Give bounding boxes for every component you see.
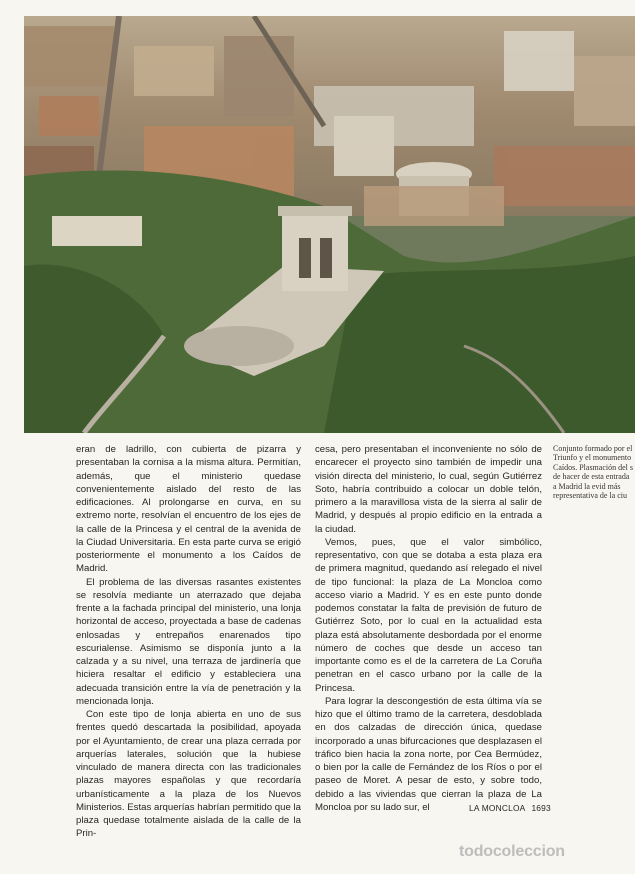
triumphal-arch — [278, 206, 352, 291]
paragraph: Vemos, pues, que el valor simbólico, representativo, con que se dotaba a esta plaza era de primera magnitud, quedando así relegado el nivel de tipo funcional: la plaza de La Moncloa como acceso viario a Madrid. Y es en este punto donde podemos constatar la falta de previsión de futuro de Gutiérrez Soto, por lo cual en la actualidad esta plaza está absolutamente desbordada por el enorme número de coches que desde un acceso tan importante como es el de la carretera de La Coruña penetran en el casco urbano por la calle de la Princesa. — [315, 536, 542, 694]
paragraph: El problema de las diversas rasantes existentes se resolvía mediante un aterrazado que dejaba frente a la fachada principal del ministerio, una lonja horizontal de acceso, proyectada a base de cadenas enlosadas y entrepaños enarenados tipo escurialense. Asimismo se disponía junto a la calzada y a su nivel, una terraza de jardinería que hiciera resaltar el edificio y estableciera una adecuada transición entre la vía de penetración y la mencionada lonja. — [76, 576, 301, 707]
watermark: todocoleccion — [459, 843, 565, 860]
paragraph: Para lograr la descongestión de esta última vía se hizo que el último tramo de la carretera, desdoblada en dos calzadas de dirección única, quedase incorporado a unas bifurcaciones que desplazasen el tráfico bien hacia la zona norte, por Cea Bermúdez, o bien por la calle de Fernández de los Ríos o por el paseo de Moret. A pesar de esto, y sobre todo, debido a las viviendas que cierran la plaza de La Moncloa por su lado sur, el — [315, 695, 542, 813]
page-number: 1693 — [531, 803, 551, 813]
page-footer — [469, 803, 551, 813]
text-column-1 — [76, 443, 301, 841]
section-name: LA MONCLOA — [469, 803, 526, 813]
paragraph: eran de ladrillo, con cubierta de pizarra y presentaban la cornisa a la misma altura. Permitían, además, que el ministerio quedase convenientemente aislado del resto de las edificaciones. Al prolongarse en curva, en su extremo norte, resolvían el encuentro de los ejes de la calle de la Princesa y el central de la avenida de la Ciudad Universitaria. En esta parte curva se erigió posteriormente el monumento a los Caídos de Madrid. — [76, 444, 301, 575]
aerial-photo — [24, 16, 635, 433]
text-column-2 — [315, 443, 542, 814]
aerial-photo-illustration — [24, 16, 635, 433]
photo-caption: Conjunto formado por el Triunfo y el monumento Caídos. Plasmación del s de hacer de esta entrada a Madrid la evid más representativa de la ciu — [553, 444, 633, 501]
paragraph: cesa, pero presentaban el inconveniente no sólo de encarecer el proyecto sino también de impedir una visión directa del ministerio, lo cual, según Gutiérrez Soto, habría contribuido a colocar un doble telón, primero a la maravillosa vista de la sierra al salir de Madrid, y después al propio edificio en la entrada a la ciudad. — [315, 444, 542, 535]
paragraph: Con este tipo de lonja abierta en uno de sus frentes quedó descartada la posibilidad, apoyada por el Ayuntamiento, de crear una plaza cerrada por arquerías laterales, solución que la hubiese vinculado de manera directa con las tradicionales plazas mayores españolas y que recordaría urbanísticamente a la plaza de los Nuevos Ministerios. Estas arquerías habrían permitido que la plaza quedase totalmente aislada de la calle de la Prin- — [76, 709, 301, 840]
